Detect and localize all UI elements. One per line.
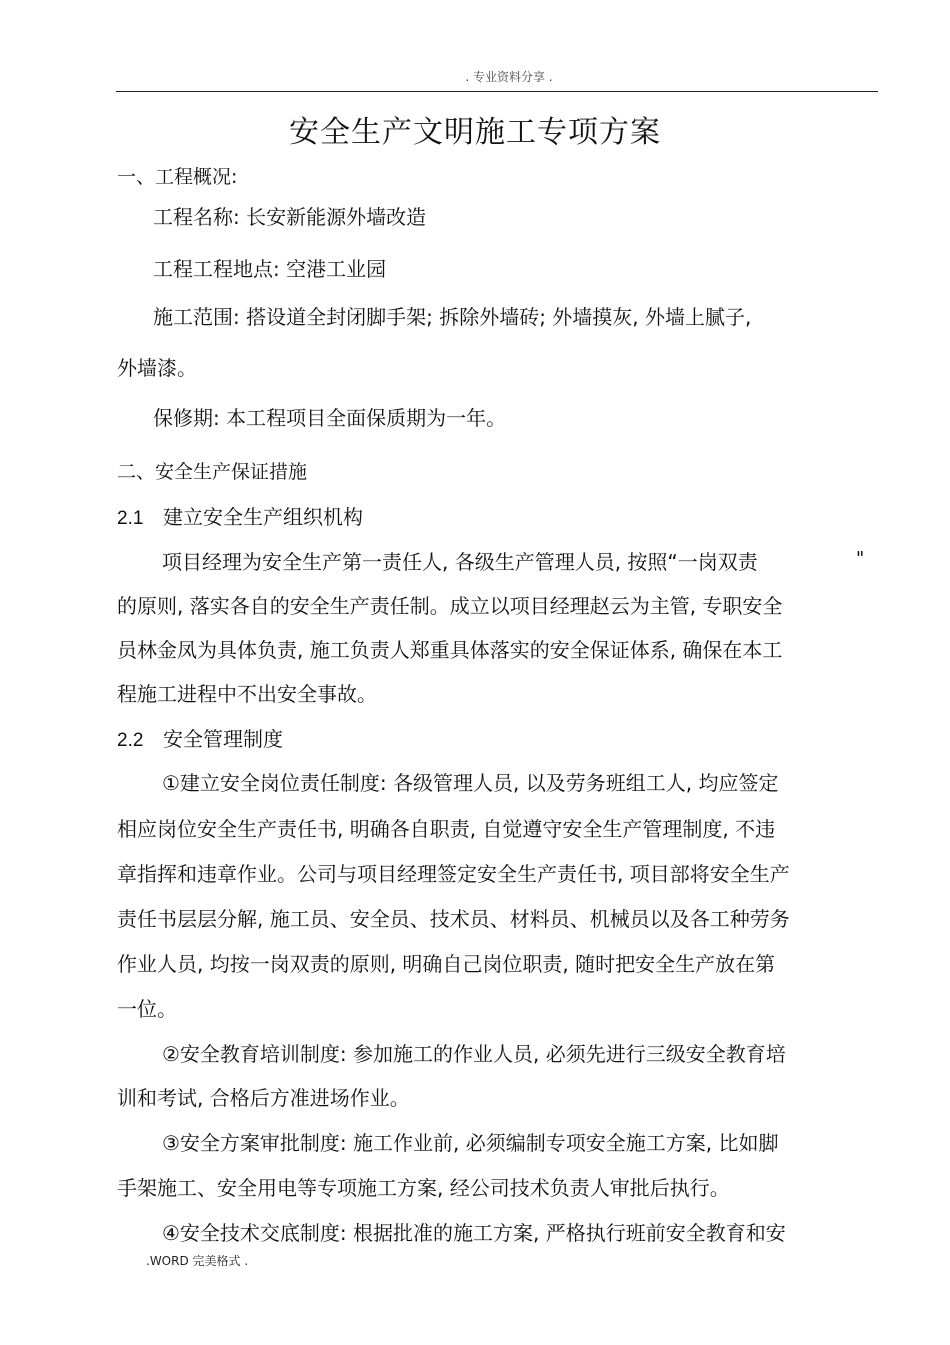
subsection-number: 2.2 [117,730,144,751]
paragraph-line: 项目经理为安全生产第一责任人, 各级生产管理人员, 按照“一岗双责 [162,550,758,574]
document-title: 安全生产文明施工专项方案 [289,115,661,150]
paragraph-line: 程施工进程中不出安全事故。 [117,682,377,706]
project-name: 工程名称: 长安新能源外墙改造 [153,205,427,229]
paragraph-line: 责任书层层分解, 施工员、安全员、技术员、材料员、机械员以及各工种劳务 [117,907,790,931]
paragraph-line: 员林金凤为具体负责, 施工负责人郑重具体落实的安全保证体系, 确保在本工 [117,638,783,662]
warranty-period: 保修期: 本工程项目全面保质期为一年。 [153,406,507,430]
subsection-number: 2.1 [117,508,144,529]
paragraph-line: 作业人员, 均按一岗双责的原则, 明确自己岗位职责, 随时把安全生产放在第 [117,952,776,976]
section-2-heading: 二、安全生产保证措施 [117,461,308,483]
paragraph-line: ①建立安全岗位责任制度: 各级管理人员, 以及劳务班组工人, 均应签定 [162,771,779,795]
paragraph-line: 相应岗位安全生产责任书, 明确各自职责, 自觉遵守安全生产管理制度, 不违 [117,817,776,841]
subsection-title: 建立安全生产组织机构 [163,505,363,529]
paragraph-line: ②安全教育培训制度: 参加施工的作业人员, 必须先进行三级安全教育培 [162,1042,786,1066]
section-1-heading: 一、工程概况: [117,166,238,188]
project-scope-line-2: 外墙漆。 [117,356,197,380]
paragraph-line: 手架施工、安全用电等专项施工方案, 经公司技术负责人审批后执行。 [117,1176,730,1200]
closing-quote: " [856,548,865,569]
page-header: . 专业资料分享 . [465,70,553,84]
header-rule [116,91,878,92]
subsection-title: 安全管理制度 [163,727,283,751]
paragraph-line: ④安全技术交底制度: 根据批准的施工方案, 严格执行班前安全教育和安 [162,1221,786,1245]
project-scope-line-1: 施工范围: 搭设道全封闭脚手架; 拆除外墙砖; 外墙摸灰, 外墙上腻子, [153,305,752,329]
paragraph-line: 章指挥和违章作业。公司与项目经理签定安全生产责任书, 项目部将安全生产 [117,862,790,886]
page-footer: .WORD 完美格式 . [146,1254,249,1268]
subsection-2-2-heading [117,725,283,755]
paragraph-line: 的原则, 落实各自的安全生产责任制。成立以项目经理赵云为主管, 专职安全 [117,594,783,618]
project-location: 工程工程地点: 空港工业园 [153,257,387,281]
subsection-2-1-heading [117,503,363,533]
paragraph-line: 训和考试, 合格后方准进场作业。 [117,1086,410,1110]
paragraph-line: ③安全方案审批制度: 施工作业前, 必须编制专项安全施工方案, 比如脚 [162,1131,779,1155]
paragraph-line: 一位。 [117,997,177,1021]
